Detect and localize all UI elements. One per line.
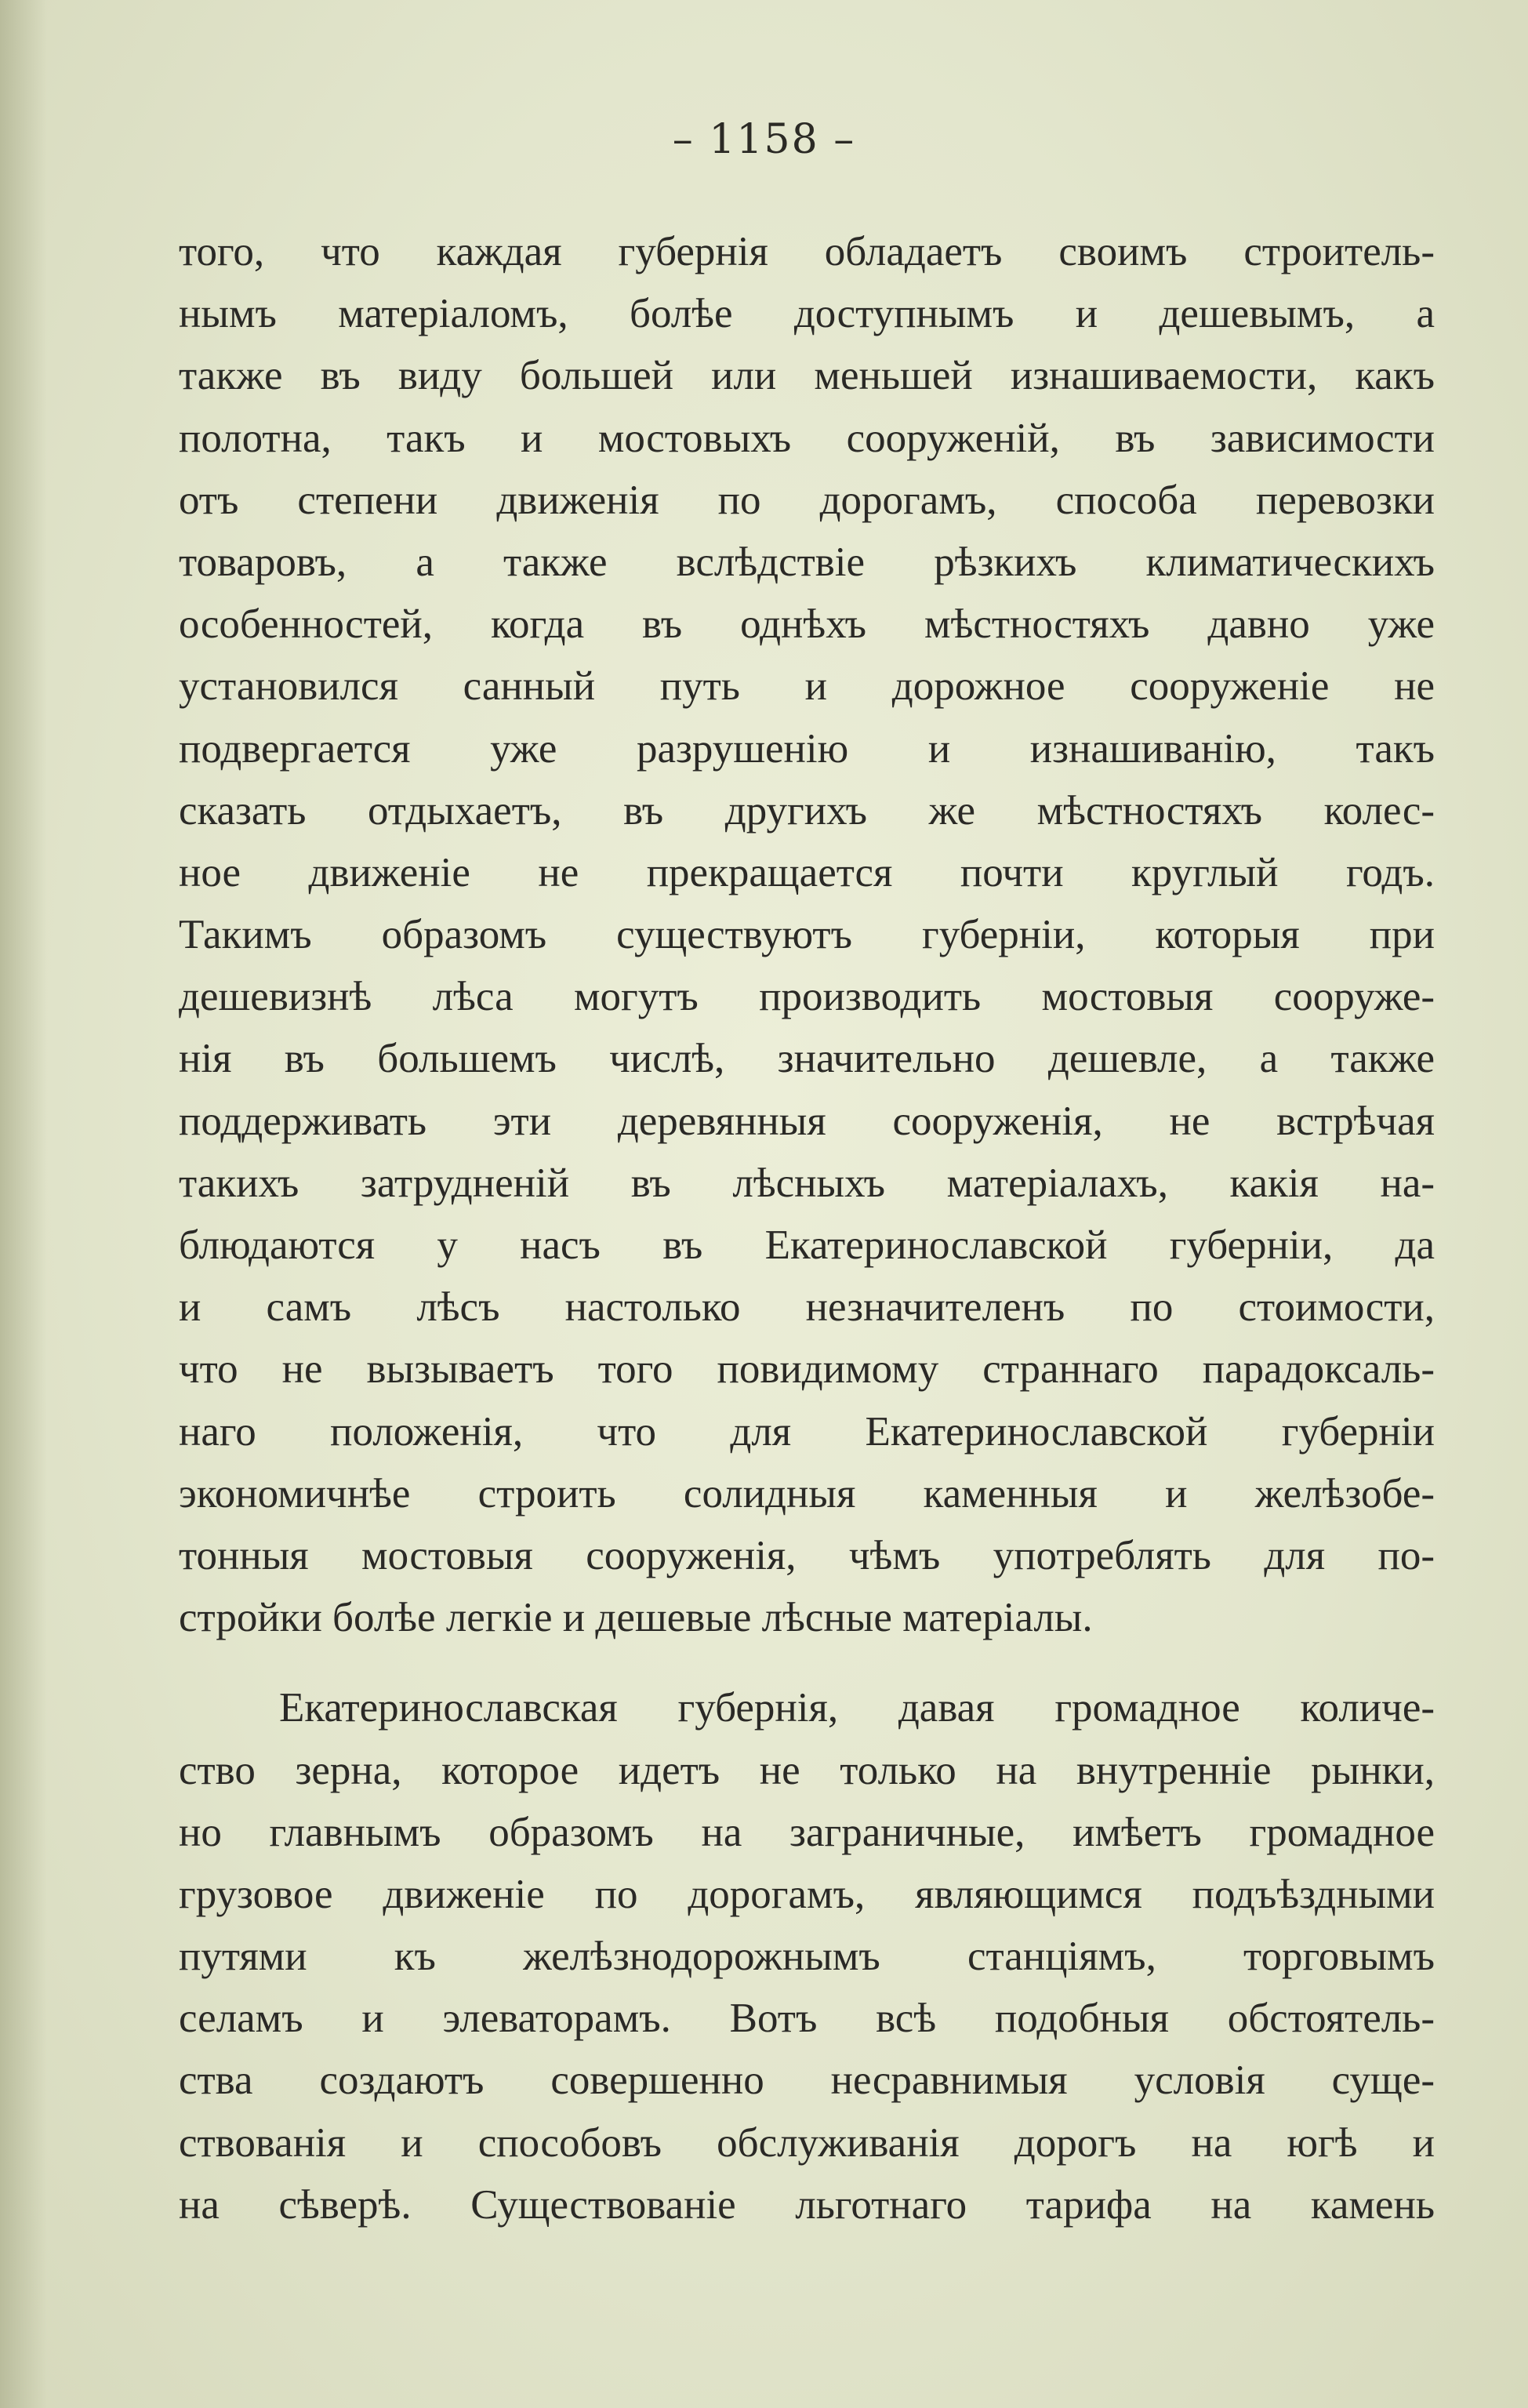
- text-line: Такимъ образомъ существуютъ губерніи, которыя при: [179, 912, 1435, 958]
- text-line: сказать отдыхаетъ, въ другихъ же мѣстностяхъ колес-: [179, 787, 1435, 834]
- text-line: селамъ и элеваторамъ. Вотъ всѣ подобныя обстоятель-: [179, 1996, 1435, 2042]
- text-line: наго положенія, что для Екатеринославской губерніи: [179, 1408, 1435, 1455]
- text-line: того, что каждая губернія обладаетъ своимъ строитель-: [179, 229, 1435, 274]
- text-line: грузовое движеніе по дорогамъ, являющимся подъѣздными: [179, 1871, 1435, 1917]
- text-line: подвергается уже разрушенію и изнашиванію, такъ: [179, 725, 1435, 772]
- text-line: поддерживать эти деревянныя сооруженія, не встрѣчая: [179, 1098, 1435, 1144]
- text-line: ствованія и способовъ обслуживанія дорогъ на югѣ и: [179, 2119, 1435, 2166]
- text-line: стройки болѣе легкіе и дешевые лѣсные матеріалы.: [179, 1595, 1093, 1641]
- text-line: но главнымъ образомъ на заграничные, имѣетъ громадное: [179, 1809, 1435, 1855]
- page-edge-shadow: [0, 0, 47, 2408]
- paragraph: [179, 1677, 1435, 2236]
- text-line: ное движеніе не прекращается почти круглый годъ.: [179, 849, 1435, 895]
- paragraph: [179, 221, 1435, 1649]
- text-line: ства создаютъ совершенно несравнимыя условія суще-: [179, 2058, 1435, 2104]
- page-number: – 1158 –: [672, 116, 856, 163]
- text-line: установился санный путь и дорожное сооруженіе не: [179, 663, 1435, 710]
- text-line: отъ степени движенія по дорогамъ, способа перевозки: [179, 477, 1435, 523]
- text-line: такихъ затрудненій въ лѣсныхъ матеріалахъ, какія на-: [179, 1160, 1435, 1206]
- text-line: нымъ матеріаломъ, болѣе доступнымъ и дешевымъ, а: [179, 291, 1435, 337]
- text-line: блюдаются у насъ въ Екатеринославской губерніи, да: [179, 1222, 1435, 1268]
- text-line: особенностей, когда въ однѣхъ мѣстностяхъ давно уже: [179, 601, 1435, 648]
- text-line: Екатеринославская губернія, давая громадное количе-: [279, 1685, 1435, 1731]
- text-line: полотна, такъ и мостовыхъ сооруженій, въ зависимости: [179, 415, 1435, 461]
- text-line: товаровъ, а также вслѣдствіе рѣзкихъ климатическихъ: [179, 539, 1435, 585]
- text-line: путями къ желѣзнодорожнымъ станціямъ, торговымъ: [179, 1934, 1435, 1980]
- text-line: экономичнѣе строить солидныя каменныя и желѣзобе-: [179, 1470, 1435, 1516]
- text-line: дешевизнѣ лѣса могутъ производить мостовыя сооруже-: [179, 974, 1435, 1020]
- text-line: нія въ большемъ числѣ, значительно дешевле, а также: [179, 1036, 1435, 1082]
- text-line: также въ виду большей или меньшей изнашиваемости, какъ: [179, 353, 1435, 399]
- text-line: и самъ лѣсъ настолько незначителенъ по стоимости,: [179, 1284, 1435, 1331]
- text-line: что не вызываетъ того повидимому страннаго парадоксаль-: [179, 1346, 1435, 1393]
- text-line: на сѣверѣ. Существованіе льготнаго тарифа на камень: [179, 2181, 1435, 2228]
- text-line: тонныя мостовыя сооруженія, чѣмъ употреблять для по-: [179, 1532, 1435, 1578]
- text-line: ство зерна, которое идетъ не только на внутренніе рынки,: [179, 1747, 1435, 1793]
- body-text: [179, 221, 1435, 2236]
- paragraph-spacer: [179, 1649, 1435, 1677]
